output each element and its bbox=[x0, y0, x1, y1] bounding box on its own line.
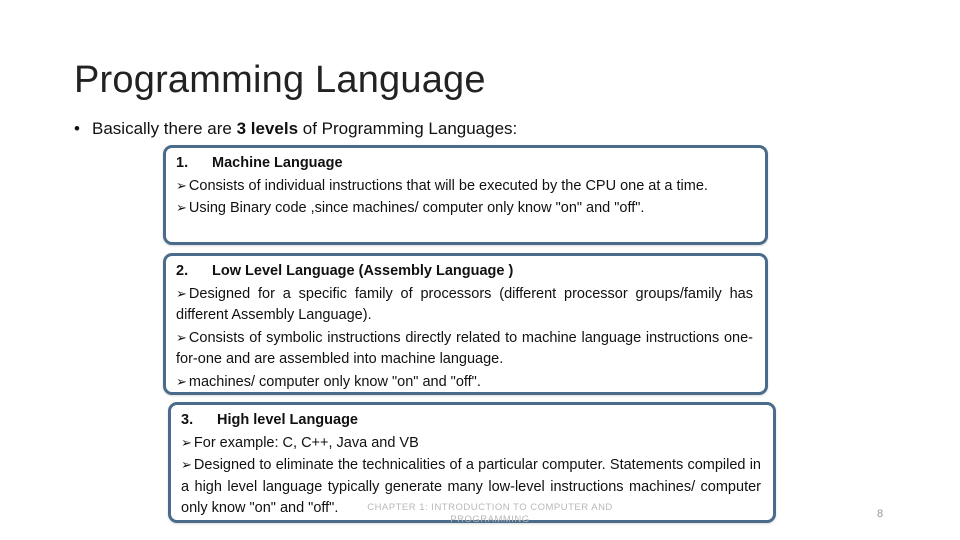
box-number: 1. bbox=[176, 155, 189, 171]
box-number: 3. bbox=[181, 412, 194, 428]
box-heading bbox=[176, 153, 753, 175]
bullet-suffix: of Programming Languages: bbox=[298, 119, 518, 138]
arrow-bullet-icon: ➢ bbox=[176, 329, 187, 345]
box-point-text: Consists of individual instructions that will be executed by the CPU one at a time. bbox=[188, 177, 708, 194]
box-heading-text: Low Level Language (Assembly Language ) bbox=[212, 263, 514, 279]
bullet-dot: • bbox=[74, 119, 80, 138]
box-point-text: Designed to eliminate the technicalities of a particular computer. Statements compiled in a high level language typically generate many low-level instructions machines/ computer only know "on" and "off". bbox=[181, 457, 761, 516]
arrow-bullet-icon: ➢ bbox=[176, 177, 187, 193]
slide-title: Programming Language bbox=[74, 59, 486, 101]
box-point-text: Designed for a specific family of processors (different processor groups/family has different Assembly Language). bbox=[176, 285, 753, 323]
bullet-bold: 3 levels bbox=[236, 119, 299, 138]
bullet-prefix: Basically there are bbox=[92, 119, 237, 138]
intro-bullet bbox=[74, 117, 517, 141]
box-heading-text: High level Language bbox=[217, 412, 358, 428]
machine-language-box bbox=[163, 145, 768, 245]
box-number: 2. bbox=[176, 263, 189, 279]
box-heading bbox=[176, 261, 753, 283]
box-point-text: For example: C, C++, Java and VB bbox=[193, 434, 419, 451]
box-heading bbox=[181, 410, 761, 432]
box-point bbox=[176, 371, 753, 394]
box-point bbox=[176, 175, 753, 198]
box-point bbox=[181, 432, 761, 455]
slide-footer: CHAPTER 1: INTRODUCTION TO COMPUTER AND PROGRAMMING bbox=[367, 502, 613, 525]
box-heading-text: Machine Language bbox=[212, 155, 343, 171]
arrow-bullet-icon: ➢ bbox=[181, 457, 192, 472]
box-point-text: Consists of symbolic instructions directly related to machine language instructions one-for-one and are assembled into machine language. bbox=[176, 329, 753, 367]
box-point bbox=[176, 283, 753, 327]
box-point-text: machines/ computer only know "on" and "off". bbox=[188, 373, 481, 390]
arrow-bullet-icon: ➢ bbox=[176, 285, 187, 301]
page-number: 8 bbox=[877, 508, 884, 520]
box-point bbox=[176, 327, 753, 371]
arrow-bullet-icon: ➢ bbox=[181, 434, 192, 450]
low-level-language-box bbox=[163, 253, 768, 395]
arrow-bullet-icon: ➢ bbox=[176, 200, 187, 215]
box-point bbox=[176, 197, 753, 220]
arrow-bullet-icon: ➢ bbox=[176, 373, 187, 389]
box-point-text: Using Binary code ,since machines/ computer only know "on" and "off". bbox=[188, 200, 645, 216]
